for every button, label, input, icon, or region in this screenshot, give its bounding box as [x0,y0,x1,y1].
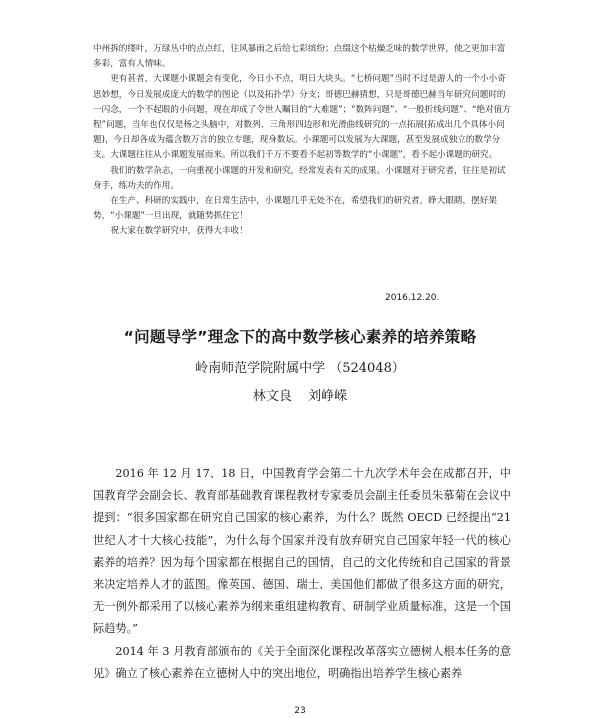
author-affiliation: 岭南师范学院附属中学 （524048） [195,361,405,376]
previous-paragraph: 祝大家在数学研究中，获得大丰收！ [110,226,248,237]
page-number: 23 [294,706,306,716]
author-name: 林文良 [252,389,292,404]
previous-article-date: 2016.12.20. [385,293,440,303]
previous-paragraph: 我们的数学杂志，一向重视小课题的开发和研究，经常发表有关的成果。小课题对于研究者，往往是初试身手，练功夫的作用。 [93,165,506,191]
body-paragraph: 2016 年 12 月 17、18 日，中国教育学会第二十九次学术年会在成都召开，中国教育学会副会长、教育部基础教育课程教材专家委员会副主任委员朱慕菊在会议中提到：“很多国家都在研究自己国家的核心素养，为什么？既然 OECD 已经提出“21 世纪人才十大核心技能”，为什么每个国家并没有放弃研究自己国家年轻一代的核心素养的培养？因为每个国家都在根据自己的国情，自己的文化传统和自己国家的背景来决定培养人才的蓝图。像英国、德国、瑞士、美国他们都做了很多这方面的研究，无一例外都采用了以核心素养为纲来重组建构教育、研制学业质量标准，这是一个国际趋势。” [93,467,511,636]
body-paragraph: 2014 年 3 月教育部颁布的《关于全面深化课程改革落实立德树人根本任务的意见》确立了核心素养在立德树人中的突出地位，明确指出培养学生核心素养 [93,644,511,680]
previous-article-ending [93,42,511,240]
previous-paragraph: 更有甚者，大课题小课题会有变化，今日小不点，明日大块头。“七桥问题”当时不过是游人的一个小小奇思妙想，今日发展成庞大的数学的图论（以及拓扑学）分支；哥德巴赫猜想，只是哥德巴赫当年研究问题时的一闪念，一个不起眼的小问题，现在却成了令世人瞩目的“大难题”；“数阵问题”、“一般折线问题”、“绝对值方程”问题，当年也仅仅是杨之头脑中，对数列、三角形四边形和光滑曲线研究的一点拓展(拓成出几个具体小问题)，今日却各成为蕴含数万言的独立专题，现身数坛。小课题可以发展为大课题，甚至发展成独立的数学分支。大课题往往从小课题发展而来。所以我们千万不要看不起初等数学的“小课题”，看不起小课题的研究。 [93,74,511,161]
article-body [93,463,511,685]
previous-paragraph: 在生产、科研的实践中，在日常生活中，小课题几乎无处不在，希望我们的研究者，睁大眼睛，摆好架势，“小课题”一旦出现，就随势抓住它！ [93,196,497,222]
author-list [0,385,600,404]
previous-paragraph: 中州拆的缕叶，万绿丛中的点点红，往风暴雨之后给七彩缤纷；点缀这个枯燥乏味的数学世界，使之更加丰富多彩，富有人情味。 [93,44,506,70]
author-name: 刘峥嵘 [308,389,348,404]
article-title: “问题导学”理念下的高中数学核心素养的培养策略 [123,328,477,346]
